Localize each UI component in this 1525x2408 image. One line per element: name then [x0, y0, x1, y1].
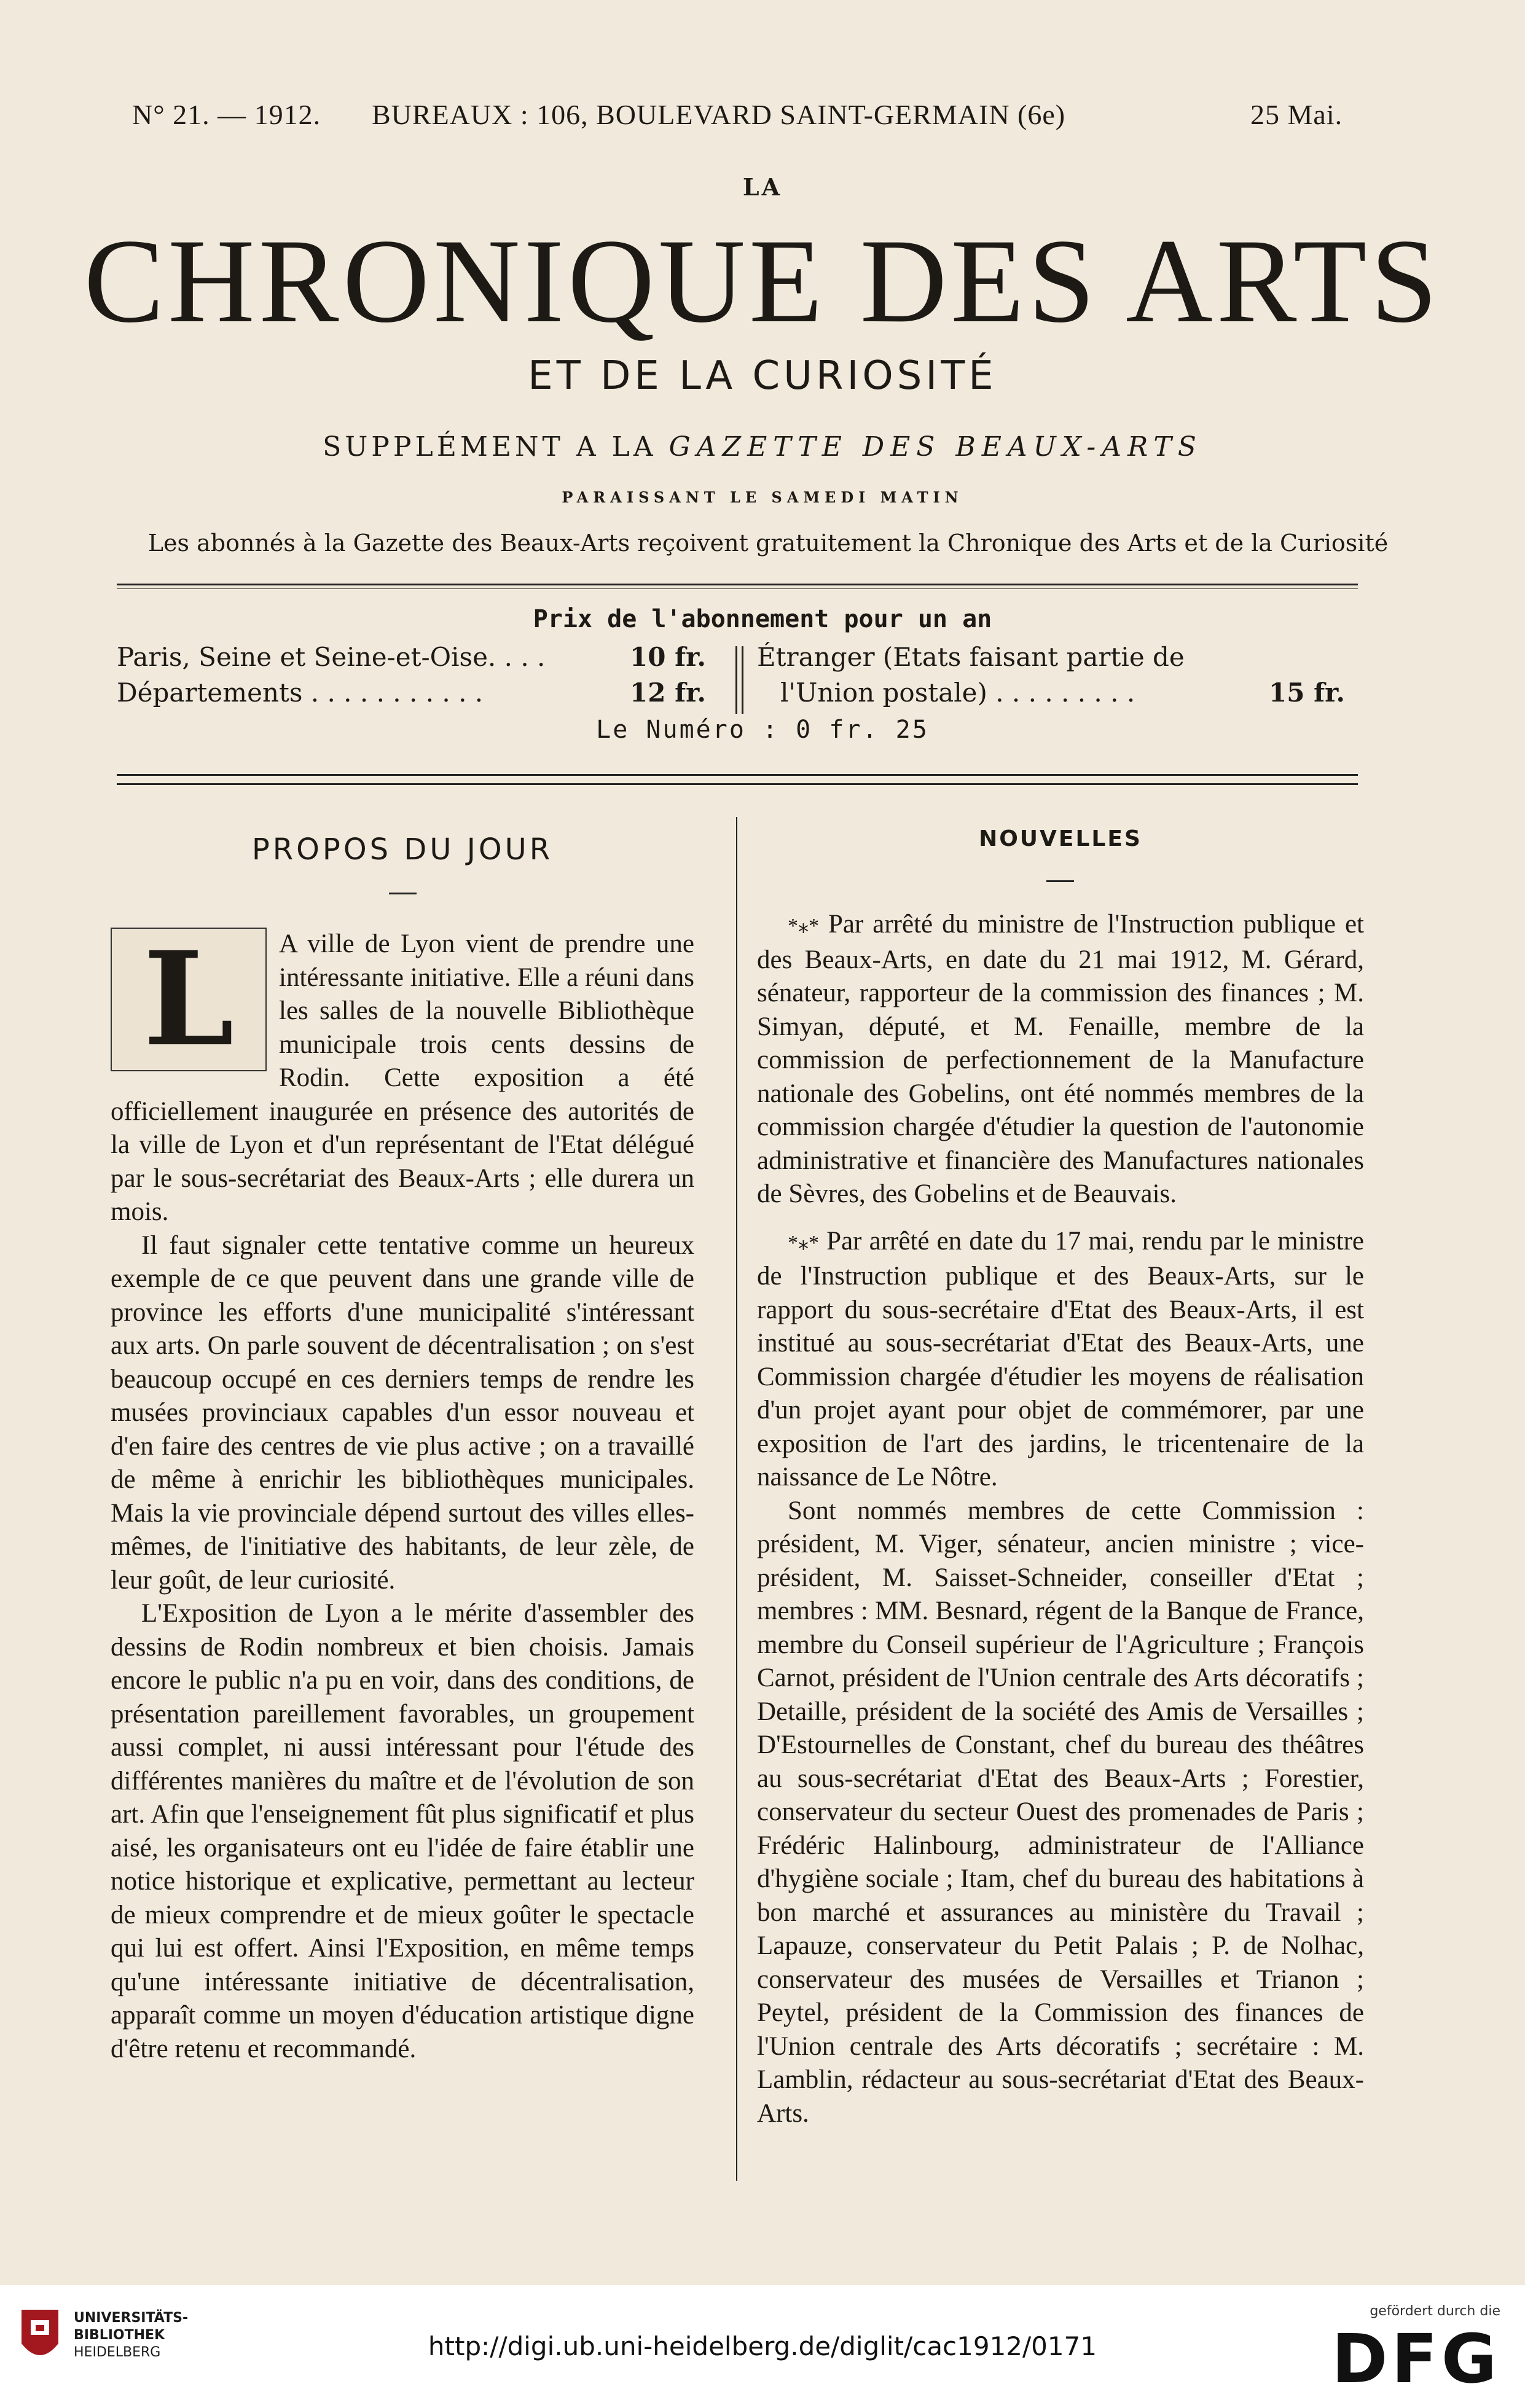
ornamental-dropcap: L	[111, 928, 267, 1071]
single-issue-price: Le Numéro : 0 fr. 25	[596, 716, 929, 744]
subscription-title: Prix de l'abonnement pour un an	[533, 605, 992, 633]
issue-number: N° 21. — 1912.	[132, 99, 321, 130]
article-paragraph: A ville de Lyon vient de prendre une intéressante initiative. Elle a réuni dans les salles de la nouvelle Bibliothèque municipale trois cents dessins de Rodin. Cette exposition a été officiellement inaugurée en présence des autorités de la ville de Lyon et d'un représentant de l'Etat délégué par le sous-secrétariat des Beaux-Arts ; elle durera un mois.	[111, 929, 694, 1226]
supplement-line	[0, 431, 1525, 463]
dfg-logo: DFG	[1331, 2320, 1500, 2398]
heading-dash	[389, 893, 417, 894]
supplement-gazette: GAZETTE DES BEAUX-ARTS	[668, 431, 1202, 463]
university-name: UNIVERSITÄTS- BIBLIOTHEK HEIDELBERG	[74, 2310, 189, 2360]
asterism: *⁎*	[788, 915, 819, 937]
divider	[117, 588, 1358, 589]
propos-du-jour-article	[111, 923, 694, 2066]
heading-dash	[1046, 880, 1074, 882]
price-divider	[742, 646, 743, 714]
nouvelles-article	[757, 908, 1364, 2130]
divider	[117, 774, 1358, 776]
column-divider	[736, 817, 737, 2181]
departements-subscription	[117, 678, 483, 708]
paris-label: Paris, Seine et Seine-et-Oise. . . .	[117, 642, 546, 672]
etranger-price: 15 fr.	[1269, 678, 1346, 708]
source-url[interactable]: http://digi.ub.uni-heidelberg.de/diglit/cac1912/0171	[428, 2331, 1097, 2361]
paris-price: 10 fr.	[630, 642, 707, 672]
funding-note: gefördert durch die	[1370, 2304, 1500, 2319]
article-paragraph: L'Exposition de Lyon a le mérite d'assembler des dessins de Rodin nombreux et bien choisis. Jamais encore le public n'a pu en voir, dans des conditions, de présentation pareillement favorables, un groupement aussi complet, ni aussi intéressant pour l'étude des différentes manières du maître et de l'évolution de son art. Afin que l'enseignement fût plus significatif et plus aisé, les organisateurs ont eu l'idée de faire établir une notice historique et explicative, permettant au lecteur de mieux comprendre et de mieux goûter le spectacle qui lui est offert. Ainsi l'Exposition, en même temps qu'une intéressante initiative de décentralisation, apparaît comme un moyen d'éducation artistique digne d'être retenu et recommandé.	[111, 1599, 694, 2063]
news-item: Sont nommés membres de cette Commission : président, M. Viger, sénateur, ancien ministre ; vice-président, M. Saisset-Schneider, conseiller d'Etat ; membres : MM. Besnard, régent de la Banque de France, membre du Conseil supérieur de l'Agriculture ; François Carnot, président de l'Union centrale des Arts décoratifs ; Detaille, président de la société des Amis de Versailles ; D'Estournelles de Constant, chef du bureau des théâtres au sous-secrétariat d'Etat des Beaux-Arts ; Forestier, conservateur du secteur Ouest des promenades de Paris ; Frédéric Halinbourg, administrateur de l'Alliance d'hygiène sociale ; Itam, chef du bureau des habitations à bon marché et assurances au ministère du Travail ; Lapauze, conservateur du Petit Palais ; P. de Nolhac, conservateur des musées de Versailles et Trianon ; Peytel, président de la Commission des finances de l'Union centrale des Arts décoratifs ; secrétaire : M. Lamblin, rédacteur au sous-secrétariat d'Etat des Beaux-Arts.	[757, 1496, 1364, 2128]
divider	[117, 584, 1358, 585]
publication-schedule: PARAISSANT LE SAMEDI MATIN	[562, 488, 963, 506]
nouvelles-heading: NOUVELLES	[979, 826, 1142, 851]
article-paragraph: Il faut signaler cette tentative comme un heureux exemple de ce que peuvent dans une grande ville de province les efforts d'une municipalité s'intéressant aux arts. On parle souvent de décentralisation ; on s'est beaucoup occupé en ces derniers temps de rendre les musées provinciaux capables d'un essor nouveau et d'en faire des centres de vie plus active ; on a travaillé de même à enrichir les bibliothèques municipales. Mais la vie provinciale dépend surtout des villes elles-mêmes, de l'initiative des habitants, de leur zèle, de leur goût, de leur curiosité.	[111, 1230, 694, 1595]
page-title: CHRONIQUE DES ARTS	[84, 214, 1441, 348]
supplement-prefix: SUPPLÉMENT A LA	[323, 431, 669, 463]
news-item: *⁎* Par arrêté du ministre de l'Instruction publique et des Beaux-Arts, en date du 21 mai 1912, M. Gérard, sénateur, rapporteur de la commission des finances ; M. Simyan, député, et M. Fenaille, membre de la commission de perfectionnement de la Manufacture nationale des Gobelins, ont été nommés membres de la commission chargée d'étudier la question de l'autonomie administrative et financière des Manufactures nationales de Sèvres, des Gobelins et de Beauvais.	[757, 910, 1364, 1208]
subscriber-note: Les abonnés à la Gazette des Beaux-Arts reçoivent gratuitement la Chronique des Arts et de la Curiosité	[147, 530, 1389, 557]
bureaux-address: BUREAUX : 106, BOULEVARD SAINT-GERMAIN (6e)	[372, 99, 1066, 130]
asterism: *⁎*	[788, 1231, 819, 1254]
page-subtitle: ET DE LA CURIOSITÉ	[528, 353, 997, 399]
departements-price: 12 fr.	[630, 678, 707, 708]
departements-label: Départements . . . . . . . . . . .	[117, 678, 484, 708]
etranger-label: Étranger (Etats faisant partie de	[757, 642, 1185, 672]
news-item: *⁎* Par arrêté en date du 17 mai, rendu par le ministre de l'Instruction publique et des Beaux-Arts, sur le rapport du sous-secrétaire d'Etat des Beaux-Arts, il est institué au sous-secrétariat d'Etat des Beaux-Arts, une Commission chargée d'étudier les moyens de réalisation d'un projet ayant pour objet de commémorer, par une exposition de l'art des jardins, le tricentenaire de la naissance de Le Nôtre.	[757, 1226, 1364, 1491]
title-article: LA	[742, 173, 783, 201]
paris-subscription	[117, 642, 545, 672]
price-divider	[735, 646, 737, 714]
digitization-footer	[0, 2285, 1525, 2408]
propos-du-jour-heading: PROPOS DU JOUR	[251, 832, 554, 867]
issue-date: 25 Mai.	[1250, 99, 1343, 130]
etranger-label-continued: l'Union postale) . . . . . . . . .	[780, 678, 1135, 708]
divider	[117, 783, 1358, 785]
masthead	[132, 92, 1361, 135]
